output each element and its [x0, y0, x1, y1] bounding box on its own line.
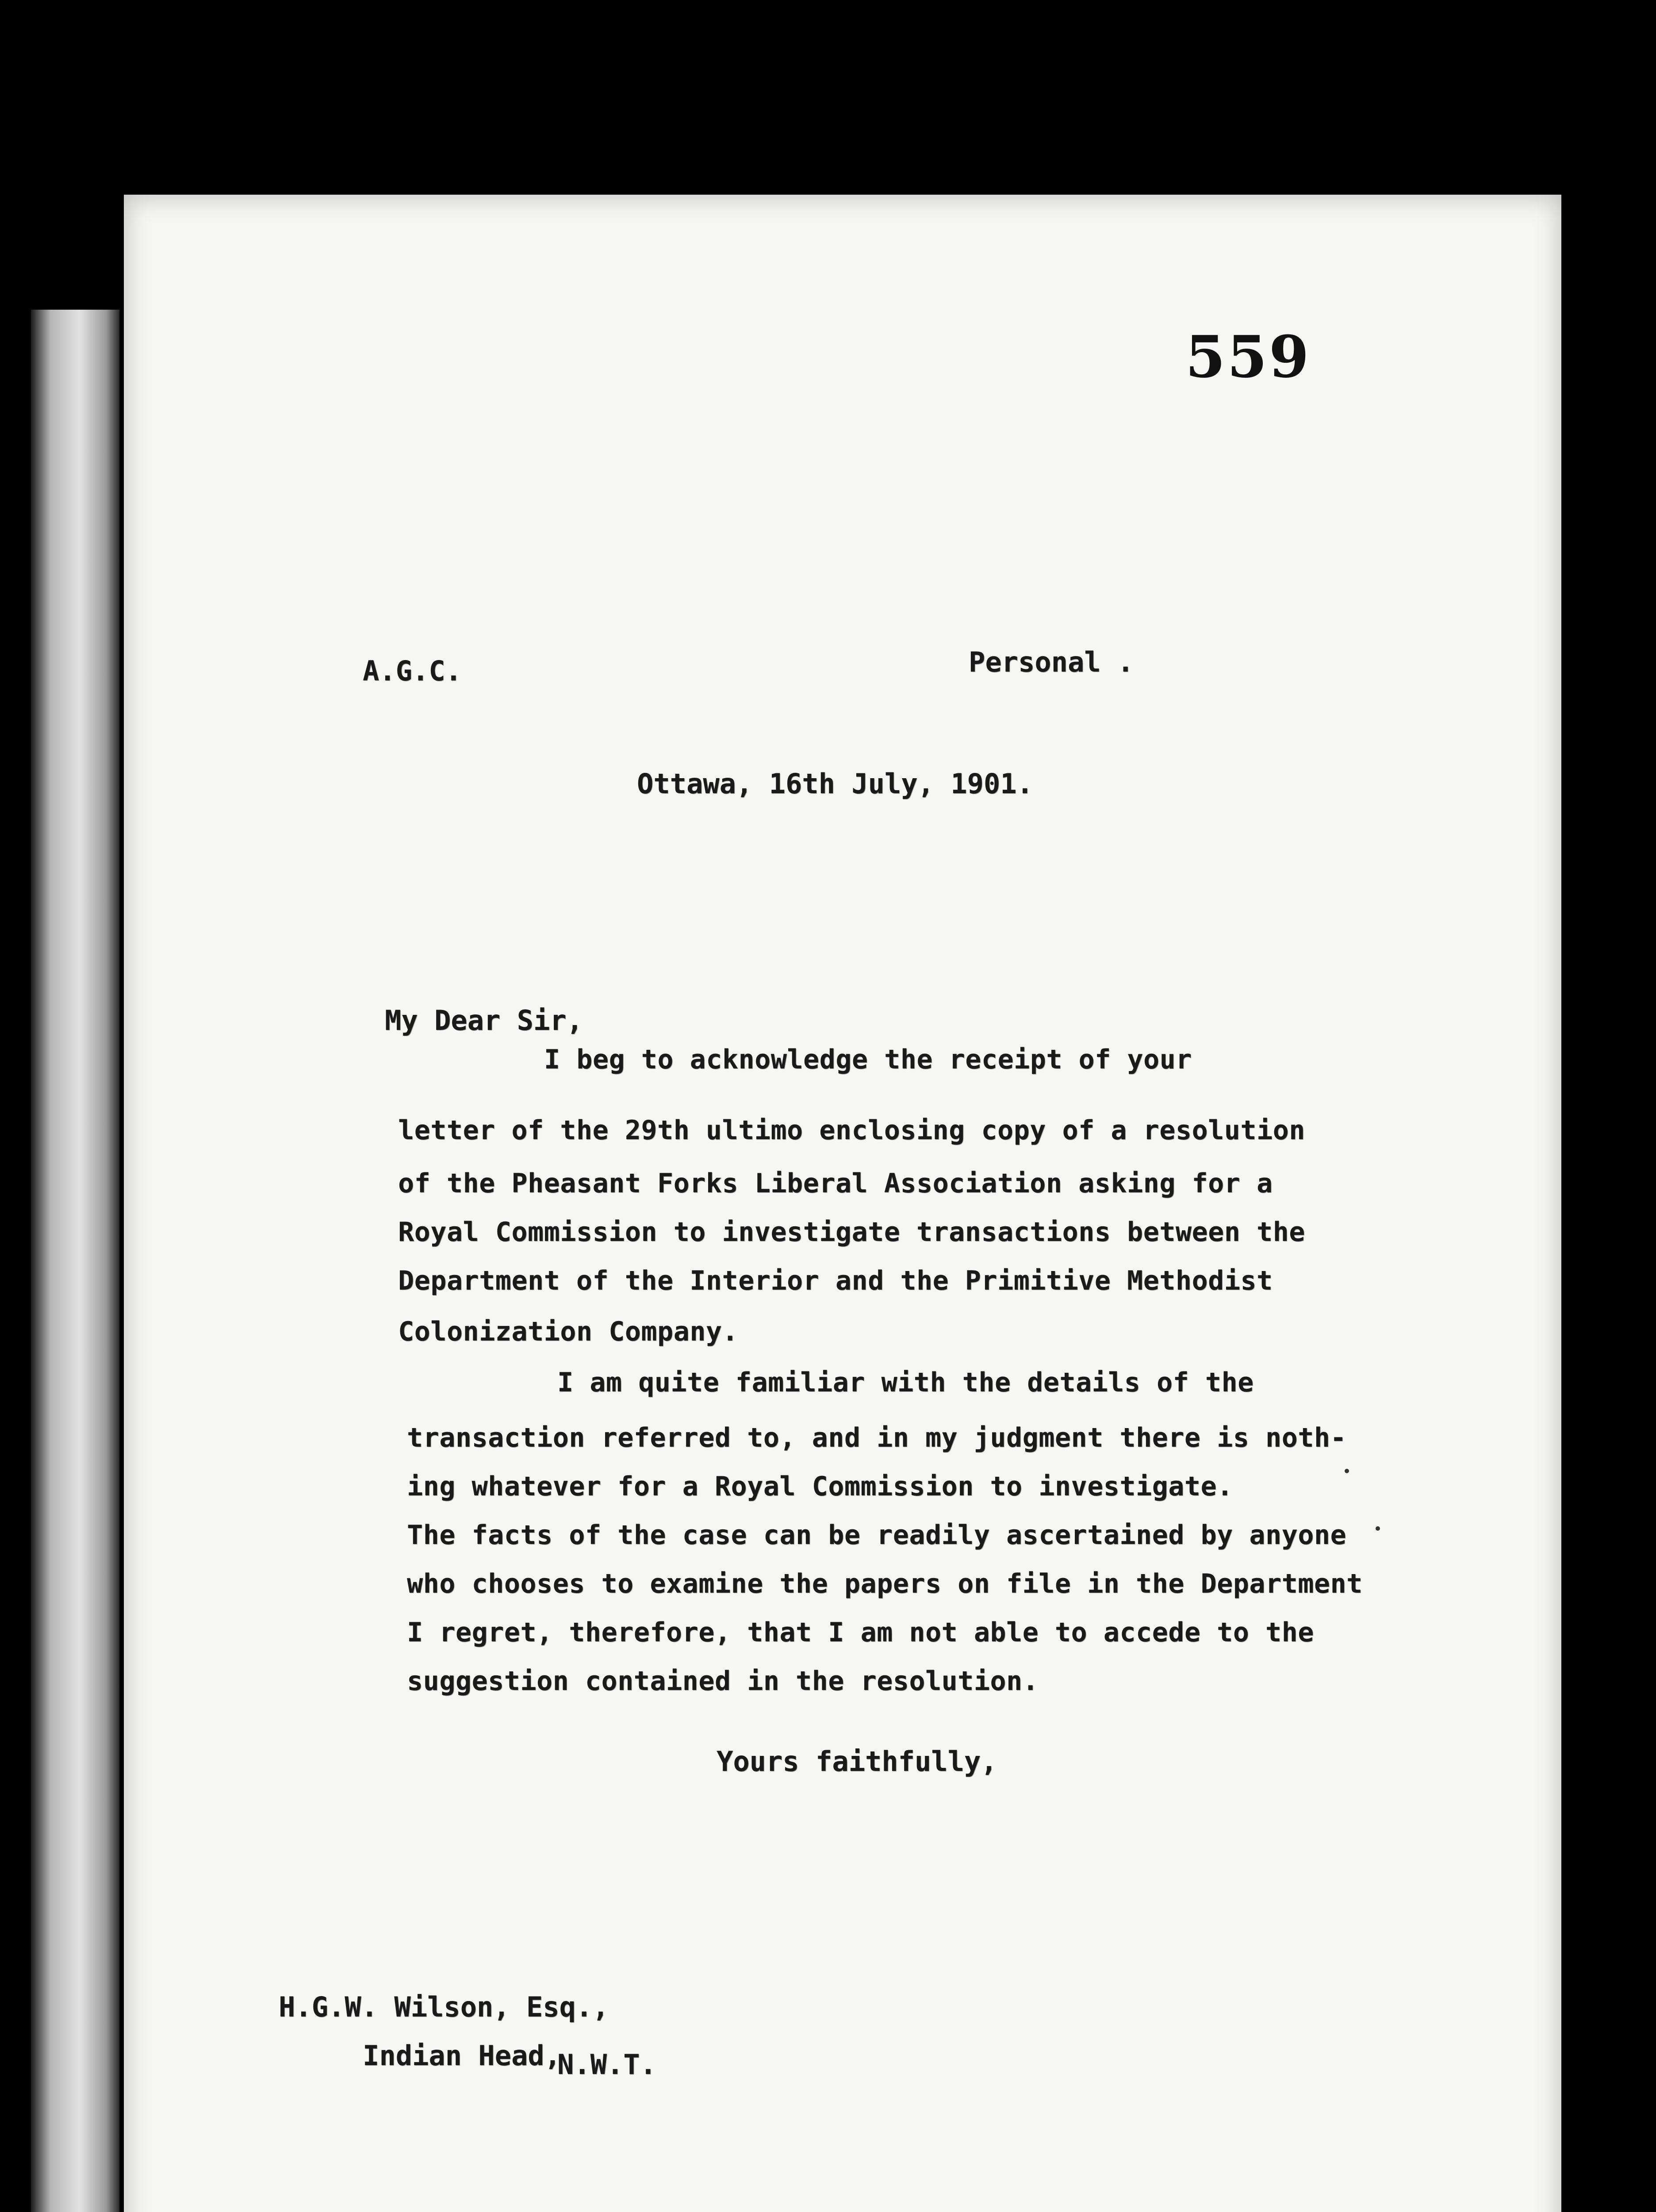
- letter-marking: Personal .: [969, 646, 1134, 678]
- body-line: ing whatever for a Royal Commission to investigate.: [407, 1471, 1233, 1502]
- letter-date: Ottawa, 16th July, 1901.: [637, 768, 1033, 800]
- page-number: 559: [1185, 323, 1311, 391]
- body-line: I regret, therefore, that I am not able to accede to the: [407, 1617, 1314, 1648]
- body-line: of the Pheasant Forks Liberal Association asking for a: [398, 1168, 1273, 1199]
- body-line: I beg to acknowledge the receipt of your: [544, 1044, 1192, 1075]
- letter-salutation: My Dear Sir,: [385, 1004, 583, 1037]
- addressee-region: N.W.T.: [557, 2048, 656, 2081]
- film-edge-strip: [31, 310, 119, 2212]
- letter-sheet: [124, 195, 1561, 2212]
- body-line: I am quite familiar with the details of the: [557, 1367, 1254, 1398]
- addressee-place: Indian Head,: [363, 2039, 561, 2072]
- letter-reference: A.G.C.: [363, 655, 462, 687]
- body-line: letter of the 29th ultimo enclosing copy of a resolution: [398, 1115, 1305, 1146]
- letter-closing: Yours faithfully,: [717, 1745, 997, 1778]
- body-line: transaction referred to, and in my judgment there is noth-: [407, 1422, 1347, 1453]
- body-line: who chooses to examine the papers on file in the Department: [407, 1568, 1363, 1599]
- addressee-name: H.G.W. Wilson, Esq.,: [279, 1991, 609, 2023]
- film-speck: [1345, 1469, 1349, 1473]
- film-speck: [1376, 1526, 1380, 1531]
- body-line: Colonization Company.: [398, 1316, 739, 1347]
- body-line: Department of the Interior and the Primitive Methodist: [398, 1265, 1273, 1296]
- body-line: The facts of the case can be readily ascertained by anyone: [407, 1520, 1347, 1551]
- body-line: suggestion contained in the resolution.: [407, 1666, 1039, 1697]
- body-line: Royal Commission to investigate transactions between the: [398, 1217, 1305, 1248]
